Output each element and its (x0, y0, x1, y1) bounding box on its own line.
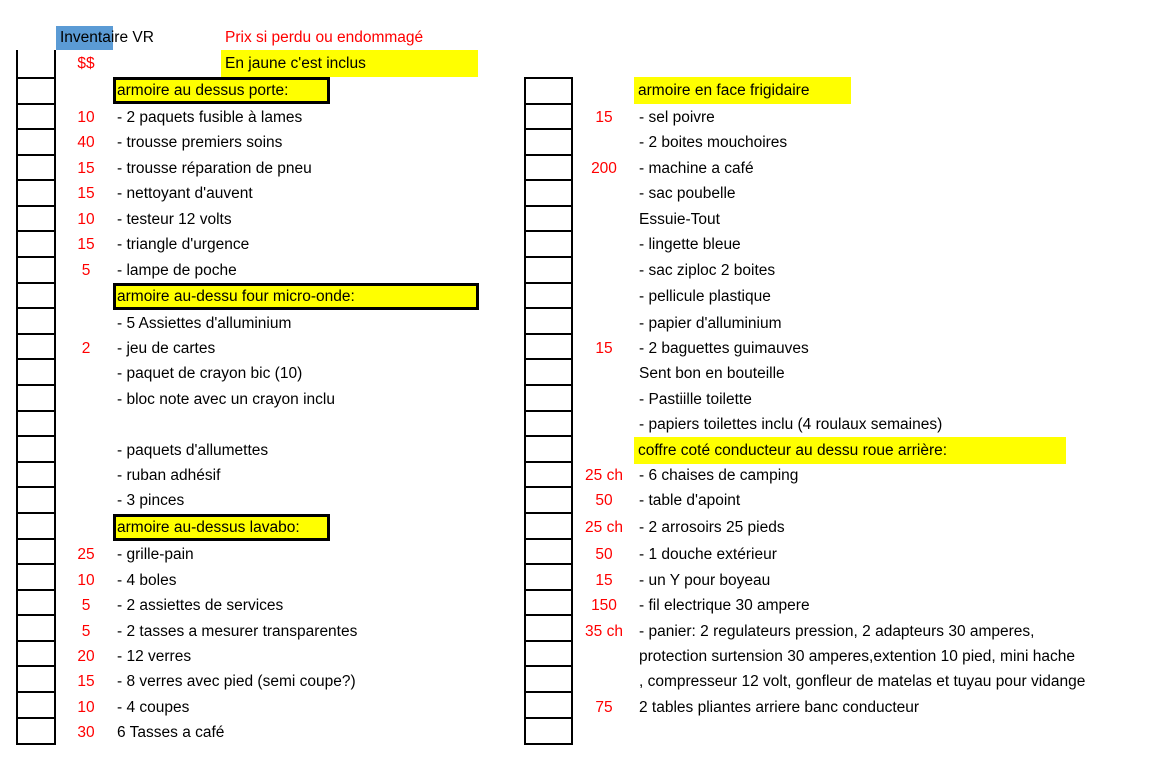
item-label: - papiers toilettes inclu (4 roulaux semaines) (639, 416, 943, 433)
checkbox-cell[interactable] (16, 665, 56, 693)
item-label: - paquet de crayon bic (10) (117, 365, 303, 382)
checkbox-cell[interactable] (16, 358, 56, 386)
item-price: 15 (77, 185, 95, 202)
item-price: 75 (595, 699, 613, 716)
item-label: - fil electrique 30 ampere (639, 597, 810, 614)
item-label: - jeu de cartes (117, 340, 216, 357)
item-price: 150 (591, 597, 617, 614)
checkbox-cell[interactable] (524, 589, 573, 617)
item-price: 2 (81, 340, 91, 357)
checkbox-cell[interactable] (524, 154, 573, 182)
item-price: 10 (77, 572, 95, 589)
section-title: armoire au dessus porte: (117, 82, 289, 99)
item-price: 40 (77, 134, 95, 151)
item-label: - 4 boles (117, 572, 177, 589)
item-label: - sac poubelle (639, 185, 736, 202)
checkbox-cell[interactable] (16, 563, 56, 591)
checkbox-cell[interactable] (524, 461, 573, 489)
item-price: 20 (77, 648, 95, 665)
item-label: - Pastiille toilette (639, 391, 752, 408)
checkbox-cell[interactable] (524, 179, 573, 207)
section-title: armoire en face frigidaire (638, 82, 810, 99)
checkbox-cell[interactable] (16, 410, 56, 438)
item-label: - 6 chaises de camping (639, 467, 799, 484)
item-price: 50 (595, 546, 613, 563)
checkbox-cell[interactable] (16, 640, 56, 668)
item-label: - bloc note avec un crayon inclu (117, 391, 335, 408)
item-label: - 3 pinces (117, 492, 185, 509)
item-label: - machine a café (639, 160, 754, 177)
checkbox-cell[interactable] (524, 563, 573, 591)
item-label: - trousse réparation de pneu (117, 160, 312, 177)
item-label: - 2 baguettes guimauves (639, 340, 809, 357)
checkbox-cell[interactable] (524, 77, 573, 105)
checkbox-cell[interactable] (524, 435, 573, 463)
item-price: 5 (81, 262, 91, 279)
item-price: 15 (595, 340, 613, 357)
item-label: - nettoyant d'auvent (117, 185, 253, 202)
item-label: - 4 coupes (117, 699, 190, 716)
left-column-border (54, 50, 56, 77)
item-label: - ruban adhésif (117, 467, 221, 484)
checkbox-cell[interactable] (524, 665, 573, 693)
item-price: 15 (77, 673, 95, 690)
item-label: - pellicule plastique (639, 288, 771, 305)
item-label: - testeur 12 volts (117, 211, 232, 228)
currency-header: $$ (77, 55, 95, 72)
item-label: - lingette bleue (639, 236, 741, 253)
item-label: - grille-pain (117, 546, 194, 563)
checkbox-cell[interactable] (524, 410, 573, 438)
checkbox-cell[interactable] (16, 77, 56, 105)
item-label: - sel poivre (639, 109, 715, 126)
checkbox-cell[interactable] (524, 282, 573, 310)
checkbox-cell[interactable] (16, 307, 56, 335)
checkbox-cell[interactable] (16, 461, 56, 489)
item-price: 15 (595, 572, 613, 589)
checkbox-cell[interactable] (16, 384, 56, 412)
item-price: 5 (81, 623, 91, 640)
checkbox-cell[interactable] (524, 128, 573, 156)
item-label: , compresseur 12 volt, gonfleur de matelas et tuyau pour vidange (639, 673, 1086, 690)
sheet-title: Inventaire VR (60, 29, 154, 46)
item-label: - papier d'alluminium (639, 315, 782, 332)
item-label: - 1 douche extérieur (639, 546, 777, 563)
checkbox-cell[interactable] (524, 384, 573, 412)
item-label: - 12 verres (117, 648, 192, 665)
item-label: 2 tables pliantes arriere banc conducteur (639, 699, 920, 716)
item-price: 10 (77, 211, 95, 228)
checkbox-cell[interactable] (524, 486, 573, 514)
checkbox-cell[interactable] (524, 717, 573, 745)
checkbox-cell[interactable] (524, 256, 573, 284)
item-price: 15 (77, 236, 95, 253)
item-label: - trousse premiers soins (117, 134, 283, 151)
item-label: - 2 boites mouchoires (639, 134, 788, 151)
section-title: armoire au-dessu four micro-onde: (117, 288, 355, 305)
item-label: Essuie-Tout (639, 211, 720, 228)
item-label: - lampe de poche (117, 262, 237, 279)
checkbox-cell[interactable] (16, 538, 56, 566)
item-label: Sent bon en bouteille (639, 365, 785, 382)
item-price: 25 ch (585, 467, 623, 484)
checkbox-cell[interactable] (16, 512, 56, 540)
item-label: protection surtension 30 amperes,extention 10 pied, mini hache (639, 648, 1075, 665)
item-label: - table d'apoint (639, 492, 741, 509)
left-column-border (16, 50, 18, 77)
checkbox-cell[interactable] (524, 512, 573, 540)
checkbox-cell[interactable] (524, 640, 573, 668)
checkbox-cell[interactable] (16, 486, 56, 514)
price-header: Prix si perdu ou endommagé (225, 29, 424, 46)
item-label: - 8 verres avec pied (semi coupe?) (117, 673, 356, 690)
item-label: 6 Tasses a café (117, 724, 225, 741)
checkbox-cell[interactable] (16, 589, 56, 617)
checkbox-cell[interactable] (524, 230, 573, 258)
checkbox-cell[interactable] (524, 614, 573, 642)
item-price: 25 ch (585, 519, 623, 536)
item-label: - panier: 2 regulateurs pression, 2 adapteurs 30 amperes, (639, 623, 1035, 640)
item-label: - un Y pour boyeau (639, 572, 771, 589)
checkbox-cell[interactable] (16, 128, 56, 156)
checkbox-cell[interactable] (16, 282, 56, 310)
item-label: - sac ziploc 2 boites (639, 262, 776, 279)
checkbox-cell[interactable] (16, 154, 56, 182)
item-price: 200 (591, 160, 617, 177)
item-label: - 2 tasses a mesurer transparentes (117, 623, 358, 640)
checkbox-cell[interactable] (16, 717, 56, 745)
checkbox-cell[interactable] (524, 333, 573, 361)
item-price: 5 (81, 597, 91, 614)
checkbox-cell[interactable] (524, 691, 573, 719)
checkbox-cell[interactable] (524, 358, 573, 386)
item-price: 10 (77, 109, 95, 126)
item-price: 35 ch (585, 623, 623, 640)
checkbox-cell[interactable] (16, 256, 56, 284)
checkbox-cell[interactable] (16, 691, 56, 719)
item-price: 50 (595, 492, 613, 509)
checkbox-cell[interactable] (524, 307, 573, 335)
checkbox-cell[interactable] (16, 333, 56, 361)
checkbox-cell[interactable] (524, 103, 573, 131)
included-note: En jaune c'est inclus (225, 55, 366, 72)
section-title: coffre coté conducteur au dessu roue arrière: (638, 442, 948, 459)
item-label: - 5 Assiettes d'alluminium (117, 315, 292, 332)
item-label: - 2 assiettes de services (117, 597, 284, 614)
checkbox-cell[interactable] (16, 614, 56, 642)
item-price: 15 (77, 160, 95, 177)
section-title: armoire au-dessus lavabo: (117, 519, 300, 536)
item-price: 30 (77, 724, 95, 741)
checkbox-cell[interactable] (16, 230, 56, 258)
checkbox-cell[interactable] (16, 435, 56, 463)
checkbox-cell[interactable] (16, 205, 56, 233)
item-label: - 2 paquets fusible à lames (117, 109, 303, 126)
item-price: 10 (77, 699, 95, 716)
checkbox-cell[interactable] (524, 205, 573, 233)
checkbox-cell[interactable] (16, 179, 56, 207)
item-label: - triangle d'urgence (117, 236, 250, 253)
item-label: - paquets d'allumettes (117, 442, 269, 459)
item-label: - 2 arrosoirs 25 pieds (639, 519, 785, 536)
checkbox-cell[interactable] (524, 538, 573, 566)
checkbox-cell[interactable] (16, 103, 56, 131)
item-price: 15 (595, 109, 613, 126)
item-price: 25 (77, 546, 95, 563)
